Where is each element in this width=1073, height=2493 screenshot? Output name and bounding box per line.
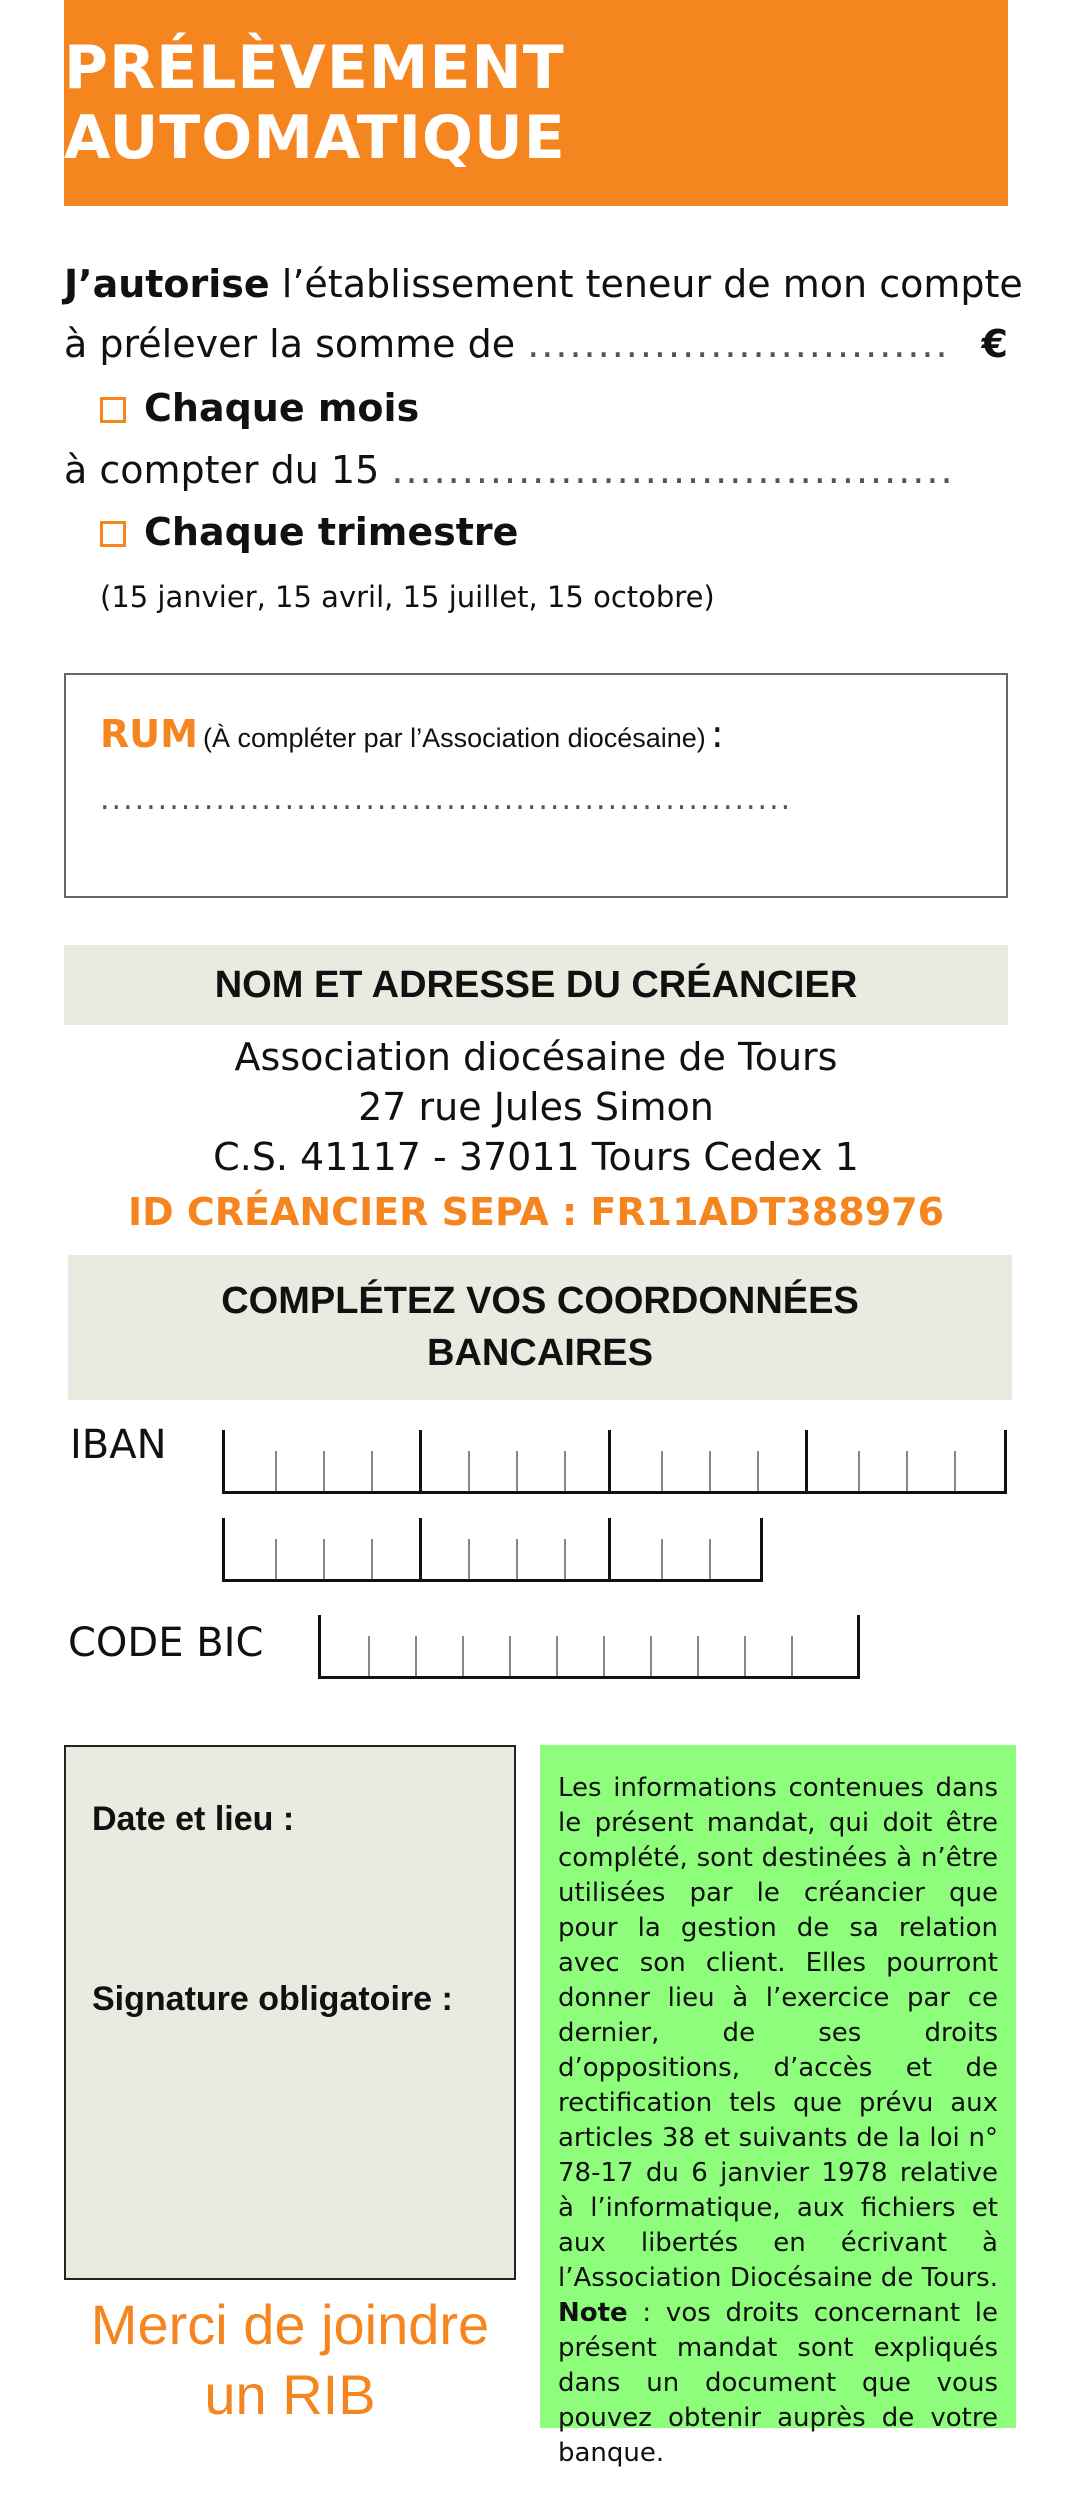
bic-tick (744, 1636, 746, 1676)
bic-tick (650, 1636, 652, 1676)
from-date-line (64, 448, 955, 492)
quarterly-option[interactable] (100, 510, 518, 554)
bic-tick (509, 1636, 511, 1676)
bic-tick (556, 1636, 558, 1676)
creditor-name: Association diocésaine de Tours (234, 1035, 838, 1079)
rum-note: (À compléter par l’Association diocésaine) (203, 723, 706, 753)
iban-tick (516, 1539, 518, 1579)
iban-tick (661, 1451, 663, 1491)
bic-label: CODE BIC (68, 1620, 264, 1666)
authorization-rest: l’établissement teneur de mon compte (269, 262, 1023, 306)
legal-notice (540, 1745, 1016, 2468)
legal-note-text: : vos droits concernant le présent mandat sont expliqués dans un document que vous pouvez obtenir auprès de votre banque. (558, 2298, 998, 2468)
iban-group[interactable] (608, 1518, 763, 1582)
iban-group[interactable] (419, 1430, 611, 1494)
iban-group[interactable] (419, 1518, 611, 1582)
iban-group[interactable] (222, 1518, 422, 1582)
creditor-street: 27 rue Jules Simon (358, 1085, 714, 1129)
creditor-sepa-id: ID CRÉANCIER SEPA : FR11ADT388976 (127, 1190, 945, 1234)
page-title: PRÉLÈVEMENT AUTOMATIQUE (64, 0, 1008, 206)
rum-heading (100, 712, 724, 756)
iban-tick (468, 1451, 470, 1491)
rum-colon: : (710, 712, 724, 756)
iban-tick (709, 1451, 711, 1491)
bic-tick (697, 1636, 699, 1676)
legal-note-label: Note (558, 2298, 628, 2328)
amount-line (64, 322, 1008, 366)
quarterly-checkbox[interactable] (100, 521, 126, 547)
date-place-label: Date et lieu : (92, 1800, 295, 1838)
quarterly-dates: (15 janvier, 15 avril, 15 juillet, 15 octobre) (100, 580, 715, 614)
attach-rib-line-2: un RIB (204, 2363, 376, 2426)
iban-tick (275, 1451, 277, 1491)
from-date-label: à compter du 15 (64, 448, 380, 492)
rum-label: RUM (100, 712, 198, 756)
bank-section-title-line-1: COMPLÉTEZ VOS COORDONNÉES (221, 1280, 859, 1322)
creditor-city: C.S. 41117 - 37011 Tours Cedex 1 (213, 1135, 859, 1179)
iban-tick (858, 1451, 860, 1491)
iban-tick (468, 1539, 470, 1579)
monthly-option[interactable] (100, 386, 419, 430)
iban-tick (275, 1539, 277, 1579)
from-date-field[interactable]: ........................................ (391, 448, 955, 492)
currency-symbol: € (981, 322, 1008, 366)
rum-field[interactable]: ............................................................ (100, 782, 793, 817)
iban-tick (564, 1451, 566, 1491)
bic-tick (791, 1636, 793, 1676)
iban-label: IBAN (70, 1422, 167, 1468)
creditor-section-title: NOM ET ADRESSE DU CRÉANCIER (64, 945, 1008, 1025)
attach-rib-line-1: Merci de joindre (90, 2293, 490, 2356)
iban-tick (371, 1539, 373, 1579)
bic-tick (603, 1636, 605, 1676)
authorization-bold: J’autorise (64, 262, 270, 306)
bic-tick (415, 1636, 417, 1676)
iban-tick (954, 1451, 956, 1491)
monthly-label: Chaque mois (144, 386, 420, 430)
iban-tick (323, 1539, 325, 1579)
iban-tick (516, 1451, 518, 1491)
amount-field[interactable]: .............................. (527, 322, 950, 366)
iban-tick (371, 1451, 373, 1491)
iban-group[interactable] (805, 1430, 1007, 1494)
bank-section-title (68, 1255, 1012, 1400)
legal-text: Les informations contenues dans le présent mandat, qui doit être complété, sont destinées à n’être utilisées par le créancier que pour la gestion de sa relation avec son client. Elles pourront donner lieu à l’exercice par ce dernier, de ses droits d’oppositions, d’accès et de rectification tels que prévu aux articles 38 et suivants de la loi n° 78-17 du 6 janvier 1978 relative à l’informatique, aux fichiers et aux libertés en écrivant à l’Association Diocésaine de Tours. (558, 1773, 998, 2293)
iban-tick (564, 1539, 566, 1579)
attach-rib-note (64, 2290, 516, 2430)
signature-label: Signature obligatoire : (92, 1980, 453, 2018)
iban-tick (709, 1539, 711, 1579)
bic-tick (368, 1636, 370, 1676)
authorization-line-1 (64, 262, 1023, 306)
iban-tick (757, 1451, 759, 1491)
iban-tick (906, 1451, 908, 1491)
iban-tick (323, 1451, 325, 1491)
bank-section-title-line-2: BANCAIRES (427, 1332, 653, 1374)
bic-tick (462, 1636, 464, 1676)
monthly-checkbox[interactable] (100, 397, 126, 423)
bic-field[interactable] (318, 1615, 860, 1679)
iban-tick (661, 1539, 663, 1579)
iban-group[interactable] (608, 1430, 808, 1494)
amount-label: à prélever la somme de (64, 322, 516, 366)
iban-group[interactable] (222, 1430, 422, 1494)
quarterly-label: Chaque trimestre (144, 510, 519, 554)
